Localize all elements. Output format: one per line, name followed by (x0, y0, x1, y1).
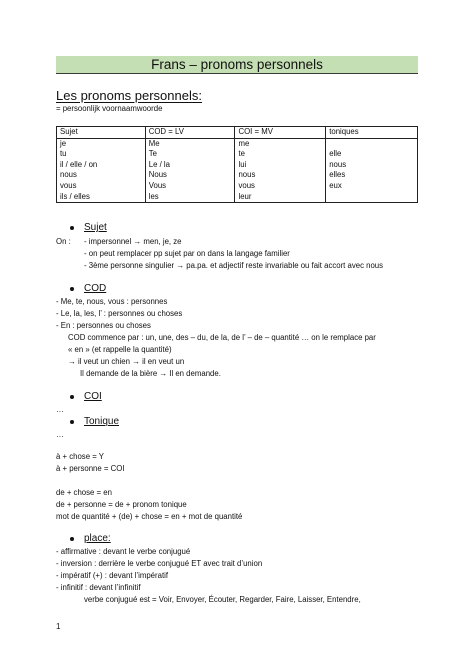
cod-line: - En : personnes ou choses (56, 321, 151, 330)
table-cell: nous (326, 160, 418, 171)
tonique-heading: Tonique (84, 416, 120, 427)
table-row (57, 138, 418, 149)
table-cell: nous (235, 170, 326, 181)
tonique-line: de + personne = de + pronom tonique (56, 500, 187, 509)
on-label: On : (56, 237, 71, 246)
sujet-line: - impersonnel → men, je, ze (84, 237, 182, 246)
bullet-dot (70, 287, 74, 291)
tonique-line: à + chose = Y (56, 452, 104, 461)
table-cell: ils / elles (57, 192, 146, 203)
cod-line: - Me, te, nous, vous : personnes (56, 297, 168, 306)
table-cell: eux (326, 181, 418, 192)
bullet-dot (70, 395, 74, 399)
table-cell: les (145, 192, 235, 203)
tonique-line: de + chose = en (56, 488, 112, 497)
table-cell: vous (235, 181, 326, 192)
coi-text: … (56, 405, 64, 414)
cod-line: → il veut un chien → il en veut un (68, 357, 185, 366)
table-header: COI = MV (235, 127, 326, 139)
pronoun-table (56, 126, 418, 203)
cod-heading: COD (84, 283, 107, 294)
table-cell: elle (326, 149, 418, 160)
table-cell (326, 192, 418, 203)
table-cell: me (235, 138, 326, 149)
table-cell: nous (57, 170, 146, 181)
table-row (57, 149, 418, 160)
table-cell (326, 138, 418, 149)
sujet-heading: Sujet (84, 222, 107, 233)
table-cell: vous (57, 181, 146, 192)
table-cell: Vous (145, 181, 235, 192)
sujet-line: - 3ème personne singulier → pa.pa. et adjectif reste invariable ou fait accort avec nous (84, 261, 384, 270)
table-row (57, 170, 418, 181)
place-heading: place: (84, 533, 111, 544)
table-cell: tu (57, 149, 146, 160)
tonique-line: à + personne = COI (56, 464, 125, 473)
sujet-line: - on peut remplacer pp sujet par on dans la langage familier (84, 249, 290, 258)
table-cell: Te (145, 149, 235, 160)
table-header: Sujet (57, 127, 146, 139)
tonique-line: … (56, 430, 64, 439)
table-cell: te (235, 149, 326, 160)
table-header: toniques (326, 127, 418, 139)
place-line: - affirmative : devant le verbe conjugué (56, 547, 191, 556)
bullet-dot (70, 420, 74, 424)
place-line: verbe conjugué est = Voir, Envoyer, Écouter, Regarder, Faire, Laisser, Entendre, (84, 595, 361, 604)
cod-line: Il demande de la bière → Il en demande. (80, 369, 221, 378)
table-row (57, 192, 418, 203)
bullet-dot (70, 226, 74, 230)
table-row (57, 160, 418, 171)
cod-line: COD commence par : un, une, des – du, de la, de l’ – de – quantité … on le remplace par (68, 333, 376, 342)
table-cell: elles (326, 170, 418, 181)
coi-heading: COI (84, 391, 102, 402)
table-cell: Nous (145, 170, 235, 181)
section-heading: Les pronoms personnels: (56, 88, 202, 103)
table-cell: il / elle / on (57, 160, 146, 171)
table-cell: lui (235, 160, 326, 171)
page-number: 1 (56, 622, 61, 631)
table-row (57, 181, 418, 192)
place-line: - impératif (+) : devant l’impératif (56, 571, 169, 580)
place-line: - infinitif : devant l’infinitif (56, 583, 141, 592)
page-title: Frans – pronoms personnels (56, 56, 418, 74)
bullet-dot (70, 537, 74, 541)
table-cell: leur (235, 192, 326, 203)
section-subheading: = persoonlijk voornaamwoorde (56, 104, 163, 113)
cod-line: « en » (et rappelle la quantité) (68, 345, 172, 354)
tonique-line: mot de quantité + (de) + chose = en + mot de quantité (56, 512, 243, 521)
table-cell: Me (145, 138, 235, 149)
place-line: - inversion : derrière le verbe conjugué ET avec trait d’union (56, 559, 263, 568)
table-cell: Le / la (145, 160, 235, 171)
cod-line: - Le, la, les, l’ : personnes ou choses (56, 309, 183, 318)
table-header-row (57, 127, 418, 139)
table-cell: je (57, 138, 146, 149)
table-header: COD = LV (145, 127, 235, 139)
